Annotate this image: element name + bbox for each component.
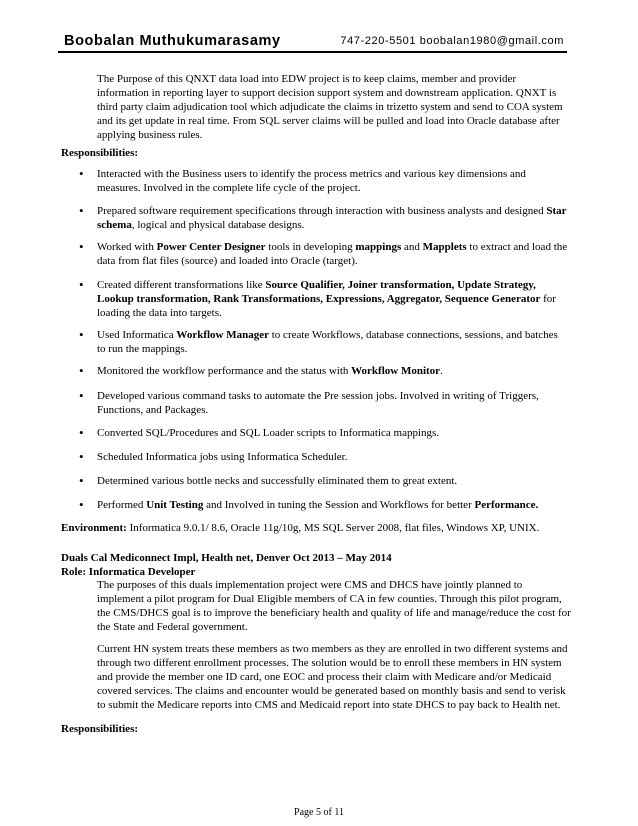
project-description: The purposes of this duals implementation project were CMS and DHCS have jointly planned to implement a pilot program for Dual Eligible members of CA in few counties. Through this pilot program, the CMS/DHCS goal is to improve the beneficiary health and quality of life and manage/reduce the cost for the State and Federal government. — [97, 579, 571, 633]
header-rule — [58, 51, 567, 53]
contact-info: 747-220-5501 boobalan1980@gmail.com — [340, 35, 564, 47]
bullet: • — [79, 473, 84, 488]
bullet: • — [79, 449, 84, 464]
project-purpose: The Purpose of this QNXT data load into EDW project is to keep claims, member and provider information in reporting layer to support decision support system and downstream application. QNXT is third party claim adjudication tool which adjudicate the claims in trizetto system and send to COA system and its get update in real time. From SQL server claims will be pulled and load into Oracle database after applying business rules. — [97, 73, 563, 141]
bullet: • — [79, 327, 84, 342]
bullet-text: Worked with Power Center Designer tools in developing mappings and Mapplets to extract and load the data from flat files (source) and loaded into Oracle (target). — [97, 241, 568, 267]
bullet-text: Scheduled Informatica jobs using Informatica Scheduler. — [97, 451, 348, 463]
bullet: • — [79, 277, 84, 292]
environment-line: Environment: Informatica 9.0.1/ 8.6, Oracle 11g/10g, MS SQL Server 2008, flat files, Windows XP, UNIX. — [61, 522, 540, 534]
responsibilities-heading: Responsibilities: — [61, 147, 139, 159]
bullet-text: Created different transformations like Source Qualifier, Joiner transformation, Update Strategy, Lookup transformation, Rank Transformations, Expressions, Aggregator, Sequence Generator for loading the data into targets. — [97, 279, 556, 319]
bullet-text: Converted SQL/Procedures and SQL Loader scripts to Informatica mappings. — [97, 427, 440, 439]
bullet-text: Prepared software requirement specifications through interaction with business analysts and designed Star schema, logical and physical database designs. — [97, 205, 567, 231]
bullet-text: Developed various command tasks to automate the Pre session jobs. Involved in writing of Triggers, Functions, and Packages. — [97, 390, 539, 416]
project-description: Current HN system treats these members as two members as they are enrolled in two different systems and through two different enrollment processes. The solution would be to enroll these members in HN system and provide the member one ID card, one EOC and process their claim with Medicare and/or Medicaid covered services. The claims and encounter would be generated based on monthly basis and send to verisk to submit the Medicare reports into CMS and Medicaid report into state DHCS to pay back to Health net. — [97, 643, 568, 711]
project-title: Duals Cal Mediconnect Impl, Health net, Denver Oct 2013 – May 2014 — [61, 552, 392, 564]
bullet-text: Determined various bottle necks and successfully eliminated them to great extent. — [97, 475, 458, 487]
bullet-text: Used Informatica Workflow Manager to create Workflows, database connections, sessions, and batches to run the mappings. — [97, 329, 558, 355]
bullet: • — [79, 497, 84, 512]
resume-header — [58, 33, 567, 50]
candidate-name: Boobalan Muthukumarasamy — [64, 33, 281, 49]
bullet-text: Interacted with the Business users to identify the process metrics and various key dimensions and measures. Involved in the complete life cycle of the project. — [97, 168, 526, 194]
bullet: • — [79, 166, 84, 181]
bullet-text: Performed Unit Testing and Involved in tuning the Session and Workflows for better Performance. — [97, 499, 539, 511]
bullet: • — [79, 363, 84, 378]
bullet: • — [79, 203, 84, 218]
project-role: Role: Informatica Developer — [61, 566, 196, 578]
page-number: Page 5 of 11 — [294, 807, 344, 818]
bullet: • — [79, 239, 84, 254]
bullet-text: Monitored the workflow performance and the status with Workflow Monitor. — [97, 365, 443, 377]
responsibilities-heading: Responsibilities: — [61, 723, 139, 735]
bullet: • — [79, 388, 84, 403]
bullet: • — [79, 425, 84, 440]
